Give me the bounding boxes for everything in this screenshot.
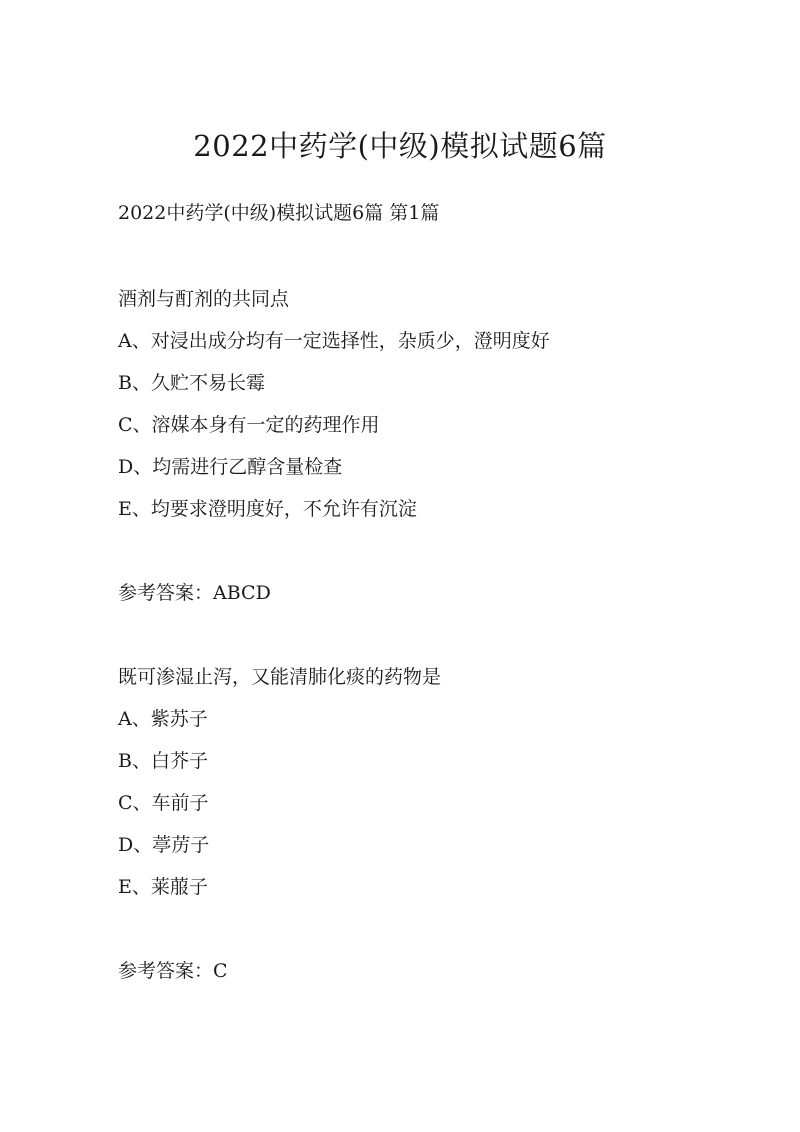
answer-1: 参考答案：ABCD bbox=[118, 582, 271, 604]
question-2 bbox=[118, 662, 738, 914]
document-title: 2022中药学(中级)模拟试题6篇 bbox=[193, 129, 607, 163]
option-a: A、对浸出成分均有一定选择性，杂质少，澄明度好 bbox=[118, 330, 550, 352]
option-e: E、均要求澄明度好，不允许有沉淀 bbox=[118, 498, 417, 520]
option-e: E、莱菔子 bbox=[118, 876, 208, 898]
option-d: D、葶苈子 bbox=[118, 834, 210, 856]
answer-2: 参考答案：C bbox=[118, 960, 228, 982]
option-b: B、白芥子 bbox=[118, 750, 208, 772]
question-stem: 既可渗湿止泻，又能清肺化痰的药物是 bbox=[118, 666, 442, 688]
question-stem: 酒剂与酊剂的共同点 bbox=[118, 288, 290, 310]
option-d: D、均需进行乙醇含量检查 bbox=[118, 456, 343, 478]
document-subtitle: 2022中药学(中级)模拟试题6篇 第1篇 bbox=[118, 202, 440, 224]
option-b: B、久贮不易长霉 bbox=[118, 372, 265, 394]
option-a: A、紫苏子 bbox=[118, 708, 208, 730]
option-c: C、溶媒本身有一定的药理作用 bbox=[118, 414, 380, 436]
question-1 bbox=[118, 284, 738, 536]
option-c: C、车前子 bbox=[118, 792, 209, 814]
